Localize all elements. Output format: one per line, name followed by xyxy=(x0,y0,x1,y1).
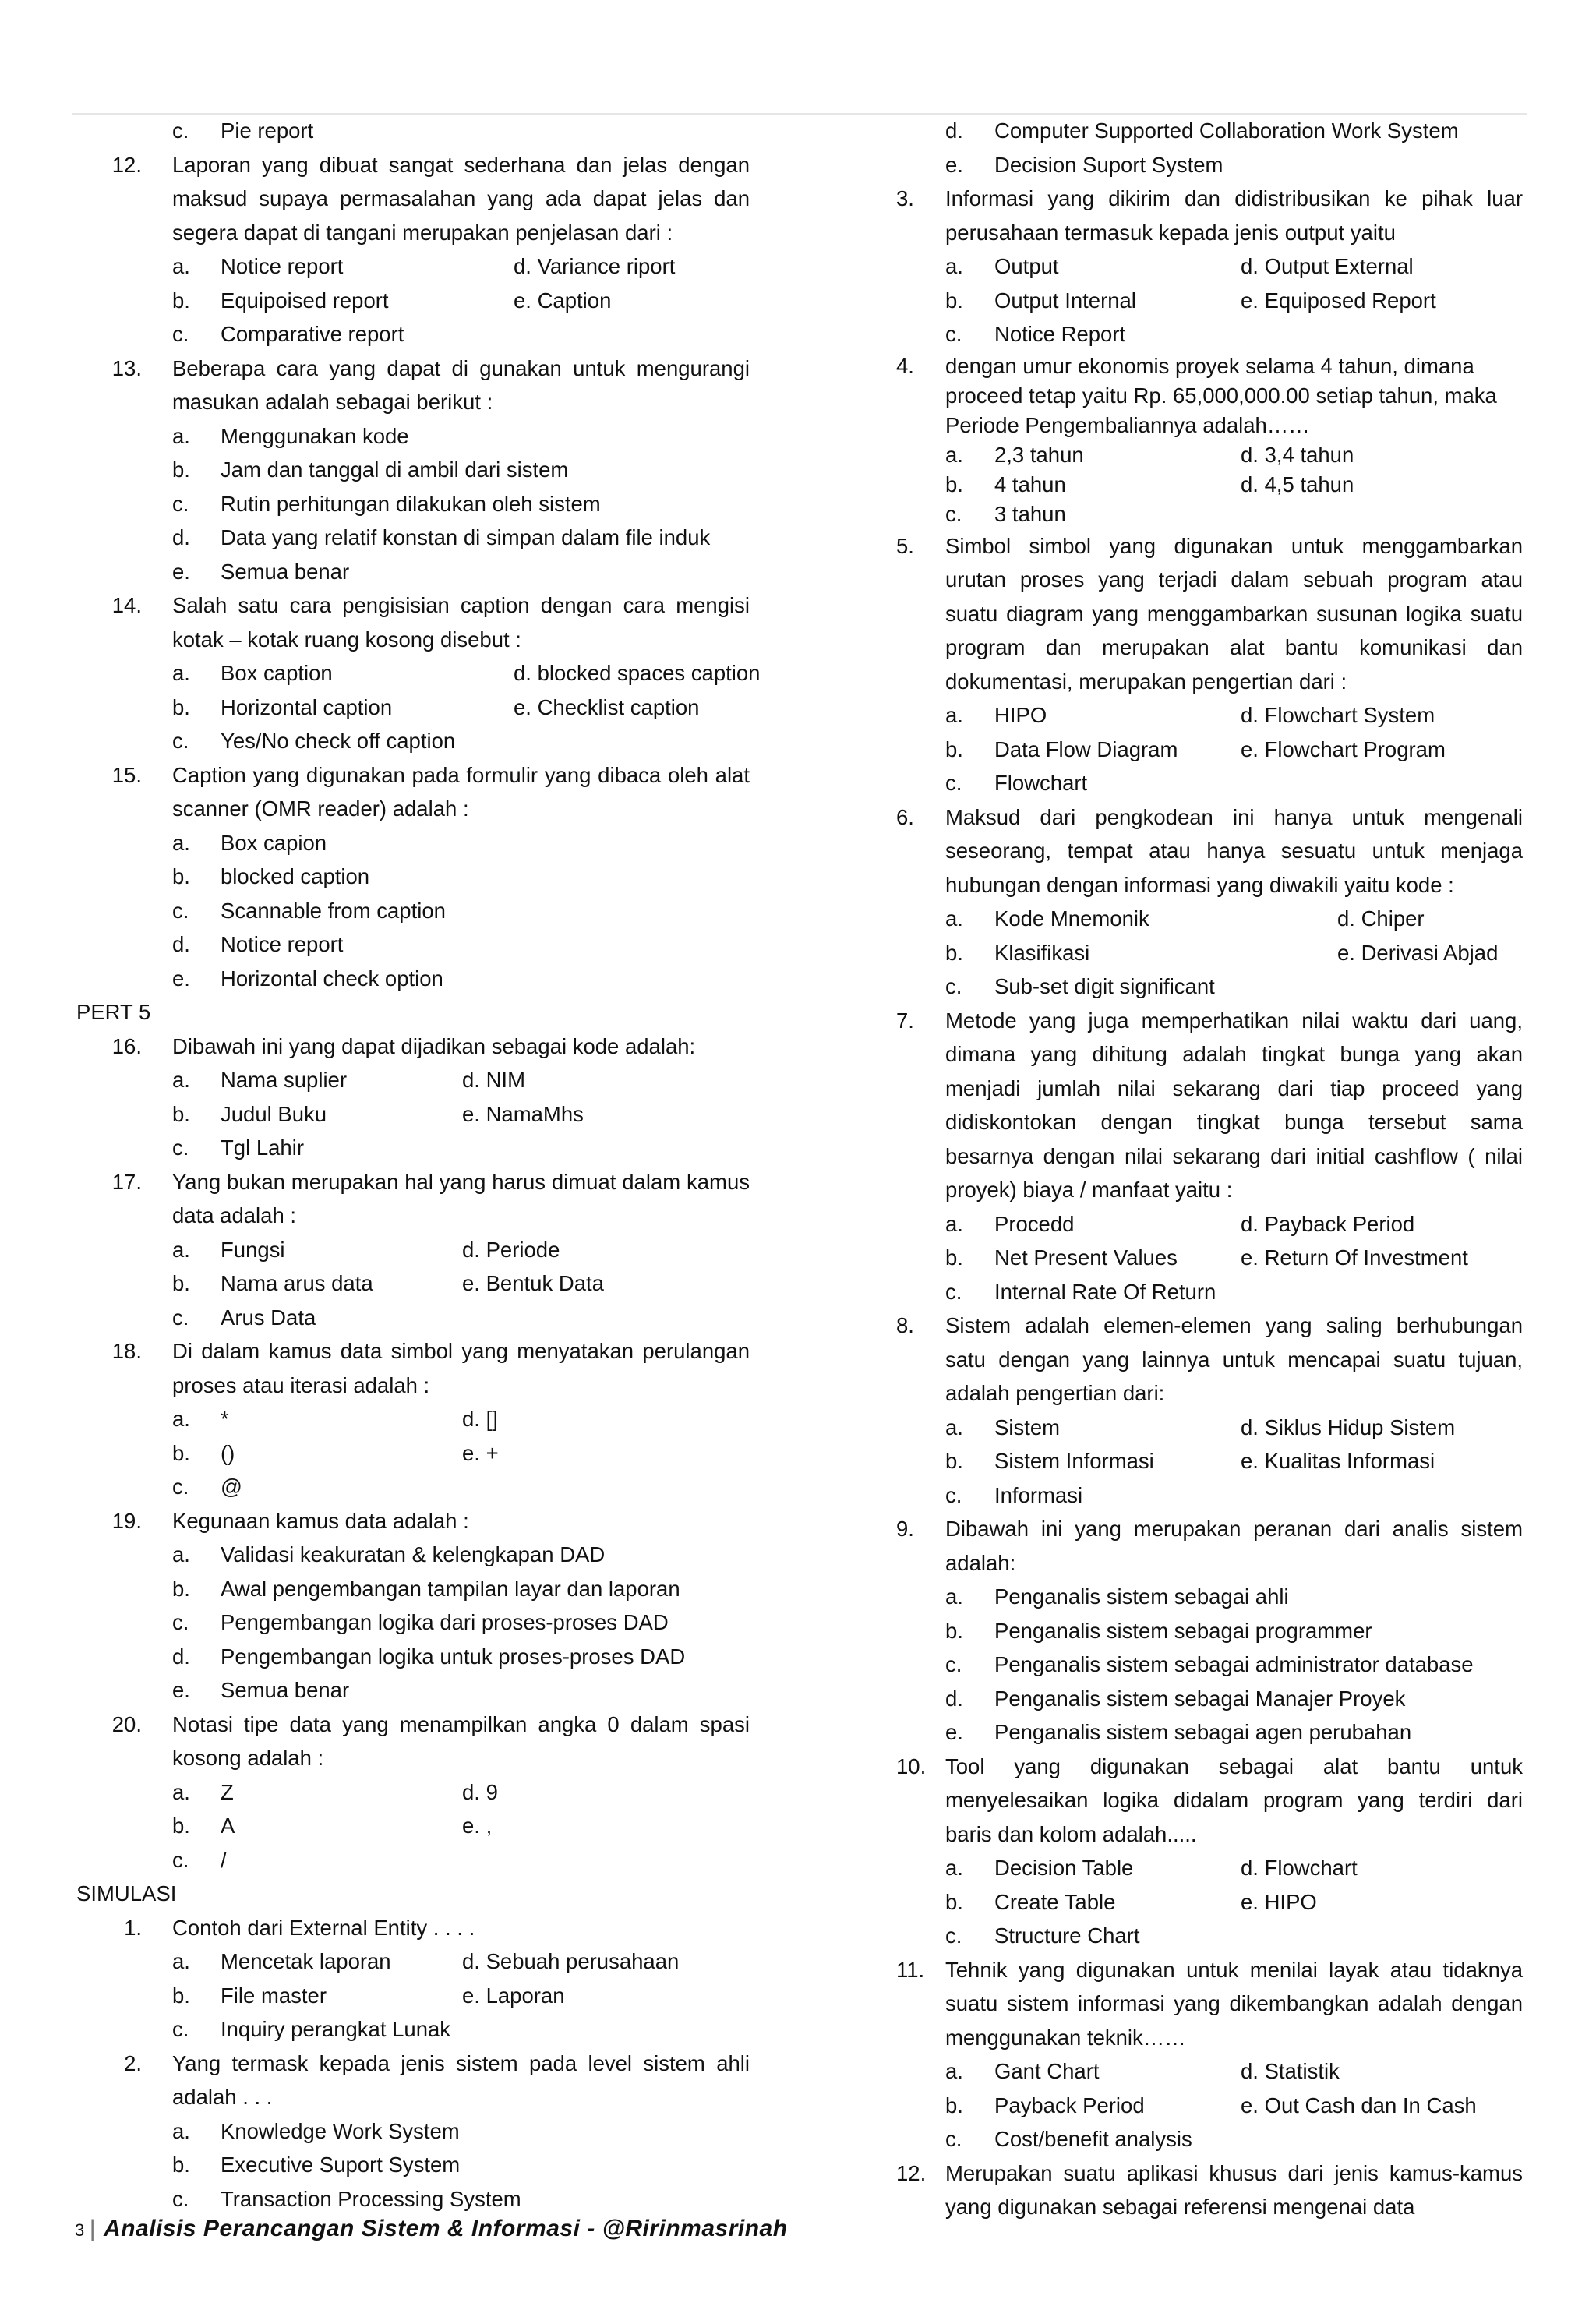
option-b: b. Jam dan tanggal di ambil dari sistem xyxy=(172,457,569,482)
option-c: c. Tgl Lahir xyxy=(172,1136,304,1160)
option-b: b. Judul Buku xyxy=(172,1101,327,1126)
option-a: a. * xyxy=(172,1407,229,1431)
option-c: c. Penganalis sistem sebagai administrator database xyxy=(945,1652,1474,1676)
question-number: 4. xyxy=(896,353,914,378)
option-a: a. 2,3 tahun xyxy=(945,442,1084,467)
question-text: Laporan yang dibuat sangat sederhana dan jelas dengan maksud supaya permasalahan yang ada dapat jelas dan segera dapat di tangani merupakan penjelasan dari : xyxy=(172,152,750,245)
question-number: 8. xyxy=(896,1313,914,1337)
question-text: Maksud dari pengkodean ini hanya untuk mengenali seseorang, tempat atau hanya sesuatu untuk menjaga hubungan dengan informasi yang diwakili yaitu kode : xyxy=(945,804,1523,897)
option-e: e. Decision Suport System xyxy=(945,152,1223,177)
option: c. Pie report xyxy=(172,118,314,143)
question-15 xyxy=(75,758,750,826)
question-7 xyxy=(865,1004,1523,1207)
question-text: Dibawah ini yang dapat dijadikan sebagai kode adalah: xyxy=(172,1033,696,1058)
question-12 xyxy=(75,148,750,250)
question-text: Dibawah ini yang merupakan peranan dari analis sistem adalah: xyxy=(945,1517,1523,1575)
question-12-right xyxy=(865,2156,1523,2224)
footer-separator: | xyxy=(89,2216,97,2241)
question-text: Informasi yang dikirim dan didistribusikan ke pihak luar perusahaan termasuk kepada jenis output yaitu xyxy=(945,186,1523,245)
question-5 xyxy=(865,529,1523,699)
option-d: d. Data yang relatif konstan di simpan dalam file induk xyxy=(172,525,711,549)
option-b: b. File master xyxy=(172,1983,327,2008)
option-e: e. Semua benar xyxy=(172,1678,350,1702)
question-number: 6. xyxy=(896,804,914,829)
question-6 xyxy=(865,800,1523,902)
page-footer xyxy=(75,2213,788,2246)
option-b: b. Net Present Values xyxy=(945,1245,1178,1270)
option-d: d. Flowchart xyxy=(1241,1856,1358,1880)
question-text: Kegunaan kamus data adalah : xyxy=(172,1508,469,1533)
question-number: 10. xyxy=(896,1754,927,1778)
option-d: d. Penganalis sistem sebagai Manajer Proyek xyxy=(945,1686,1406,1711)
question-text: Caption yang digunakan pada formulir yang dibaca oleh alat scanner (OMR reader) adalah : xyxy=(172,762,750,821)
question-text: Sistem adalah elemen-elemen yang saling berhubungan satu dengan yang lainnya untuk mencapai suatu tujuan, adalah pengertian dari: xyxy=(945,1313,1523,1405)
option-b: b. Horizontal caption xyxy=(172,694,393,719)
option-a: a. Fungsi xyxy=(172,1237,285,1262)
option-b: b. blocked caption xyxy=(172,864,370,888)
question-17 xyxy=(75,1165,750,1233)
option-c: c. Yes/No check off caption xyxy=(172,729,456,753)
option-a: a. Sistem xyxy=(945,1415,1061,1439)
question-number: 20. xyxy=(111,1711,142,1736)
option-c: c. Notice Report xyxy=(945,322,1126,346)
question-text: Salah satu cara pengisisian caption dengan cara mengisi kotak – kotak ruang kosong disebut : xyxy=(172,593,750,652)
option-e: e. Horizontal check option xyxy=(172,966,443,991)
option-c: c. Informasi xyxy=(945,1482,1083,1507)
option-e: e. Semua benar xyxy=(172,559,350,584)
question-number: 15. xyxy=(111,762,142,787)
question-10 xyxy=(865,1750,1523,1852)
option-a: a. Mencetak laporan xyxy=(172,1949,391,1973)
option-c: c. Arus Data xyxy=(172,1305,316,1330)
question-number: 18. xyxy=(111,1339,142,1363)
section-heading-simulasi: SIMULASI xyxy=(76,1881,177,1905)
option-b: b. A xyxy=(172,1814,235,1838)
option-c: c. Scannable from caption xyxy=(172,898,446,923)
option-c: c. Comparative report xyxy=(172,322,404,346)
option-b: b. 4 tahun xyxy=(945,472,1066,496)
option-d: d. Payback Period xyxy=(1241,1211,1415,1236)
option-a: a. Knowledge Work System xyxy=(172,2118,460,2143)
section-heading-pert5: PERT 5 xyxy=(76,1000,151,1024)
option-d: d. Siklus Hidup Sistem xyxy=(1241,1415,1456,1439)
question-number: 12. xyxy=(111,152,142,177)
question-number: 3. xyxy=(896,186,914,210)
question-8 xyxy=(865,1309,1523,1411)
question-9 xyxy=(865,1512,1523,1580)
footer-title: Analisis Perancangan Sistem & Informasi - @Ririnmasrinah xyxy=(104,2216,788,2241)
option-a: a. Validasi keakuratan & kelengkapan DAD xyxy=(172,1542,606,1566)
option-e: e. Out Cash dan In Cash xyxy=(1241,2093,1477,2117)
question-number: 14. xyxy=(111,593,142,617)
option-b: b. Nama arus data xyxy=(172,1271,373,1295)
option-d: d. NIM xyxy=(462,1068,525,1092)
option-a: a. Gant Chart xyxy=(945,2059,1100,2083)
option-e: e. Derivasi Abjad xyxy=(1337,940,1499,965)
question-text: Beberapa cara yang dapat di gunakan untuk mengurangi masukan adalah sebagai berikut : xyxy=(172,355,750,414)
option-e: e. Kualitas Informasi xyxy=(1241,1449,1435,1473)
option-d-alt: d. 4,5 tahun xyxy=(1241,472,1354,496)
option-d: d. Periode xyxy=(462,1237,560,1262)
question-16 xyxy=(75,1030,750,1064)
option-e: e. Return Of Investment xyxy=(1241,1245,1468,1270)
question-19 xyxy=(75,1504,750,1538)
question-number: 5. xyxy=(896,533,914,558)
option-a: a. HIPO xyxy=(945,703,1047,727)
option-d: d. Pengembangan logika untuk proses-proses DAD xyxy=(172,1644,686,1669)
option-c: c. Internal Rate Of Return xyxy=(945,1279,1216,1304)
question-number: 17. xyxy=(111,1169,142,1194)
option-c: c. 3 tahun xyxy=(945,501,1066,526)
option-b: b. () xyxy=(172,1440,235,1465)
option-b: b. Data Flow Diagram xyxy=(945,736,1178,761)
option-d: d. Chiper xyxy=(1337,906,1425,931)
question-3 xyxy=(865,182,1523,249)
question-text: Notasi tipe data yang menampilkan angka 0 dalam spasi kosong adalah : xyxy=(172,1711,750,1770)
option-d: d. Variance riport xyxy=(514,254,676,278)
option-e: e. Flowchart Program xyxy=(1241,736,1446,761)
simulation-question-1 xyxy=(75,1911,750,1945)
page-number: 3 xyxy=(75,2220,85,2240)
option-c: c. Inquiry perangkat Lunak xyxy=(172,2017,451,2041)
option-e: e. + xyxy=(462,1440,499,1465)
question-text: Yang bukan merupakan hal yang harus dimuat dalam kamus data adalah : xyxy=(172,1169,750,1227)
option-c: c. Cost/benefit analysis xyxy=(945,2127,1192,2151)
option-a: a. Box caption xyxy=(172,661,333,685)
question-text: Yang termask kepada jenis sistem pada level sistem ahli adalah . . . xyxy=(172,2050,750,2109)
question-number: 16. xyxy=(111,1033,142,1058)
option-d: d. 9 xyxy=(462,1779,498,1804)
question-18 xyxy=(75,1334,750,1402)
question-20 xyxy=(75,1708,750,1775)
option-e: e. NamaMhs xyxy=(462,1101,584,1126)
option-d: d. Flowchart System xyxy=(1241,703,1435,727)
option-a: a. Notice report xyxy=(172,254,344,278)
option-c: c. / xyxy=(172,1847,227,1872)
option-d: d. 3,4 tahun xyxy=(1241,442,1354,467)
option-b: b. Sistem Informasi xyxy=(945,1449,1154,1473)
option-c: c. Structure Chart xyxy=(945,1923,1140,1948)
option-a: a. Nama suplier xyxy=(172,1068,348,1092)
option-c: c. Flowchart xyxy=(945,771,1088,795)
option-e: e. Bentuk Data xyxy=(462,1271,604,1295)
question-14 xyxy=(75,588,750,656)
option-c: c. Pengembangan logika dari proses-proses DAD xyxy=(172,1610,669,1634)
option-d: d. Sebuah perusahaan xyxy=(462,1949,680,1973)
option-d: d. [] xyxy=(462,1407,498,1431)
option-e: e. , xyxy=(462,1814,493,1838)
option-c: c. Rutin perhitungan dilakukan oleh sistem xyxy=(172,491,601,516)
option-a: a. Decision Table xyxy=(945,1856,1134,1880)
option-a: a. Z xyxy=(172,1779,234,1804)
option-a: a. Output xyxy=(945,254,1059,278)
option-c: c. Transaction Processing System xyxy=(172,2186,521,2211)
option-b: b. Klasifikasi xyxy=(945,940,1090,965)
option-e: e. HIPO xyxy=(1241,1889,1317,1914)
question-number: 2. xyxy=(124,2050,142,2075)
option-c: c. @ xyxy=(172,1475,242,1499)
simulation-question-2 xyxy=(75,2047,750,2114)
option-b: b. Executive Suport System xyxy=(172,2153,461,2177)
question-text: Metode yang juga memperhatikan nilai waktu dari uang, dimana yang dihitung adalah tingkat bunga yang akan menjadi jumlah nilai sekarang dari tiap proceed yang didiskontokan dengan tingkat bunga tersebut sama besarnya dengan nilai sekarang dari initial cashflow ( nilai proyek) biaya / manfaat yaitu : xyxy=(945,1008,1523,1202)
question-text: Merupakan suatu aplikasi khusus dari jenis kamus-kamus yang digunakan sebagai referensi mengenai data xyxy=(945,2160,1523,2219)
question-text: Tool yang digunakan sebagai alat bantu untuk menyelesaikan logika didalam program yang terdiri dari baris dan kolom adalah..... xyxy=(945,1754,1523,1846)
option-a: a. Box capion xyxy=(172,830,327,855)
option-b: b. Payback Period xyxy=(945,2093,1145,2117)
option-b: b. Equipoised report xyxy=(172,288,389,313)
option-e: e. Caption xyxy=(514,288,612,313)
question-text: Simbol simbol yang digunakan untuk menggambarkan urutan proses yang terjadi dalam sebuah program atau suatu diagram yang menggambarkan susunan logika suatu program dan merupakan alat bantu komunikasi dan dokumentasi, merupakan pengertian dari : xyxy=(945,533,1523,694)
option-a: a. Menggunakan kode xyxy=(172,423,409,448)
option-b: b. Output Internal xyxy=(945,288,1136,313)
question-number: 19. xyxy=(111,1508,142,1533)
question-number: 11. xyxy=(896,1957,925,1982)
option-d: d. Statistik xyxy=(1241,2059,1340,2083)
option-b: b. Penganalis sistem sebagai programmer xyxy=(945,1618,1372,1643)
option-d: d. blocked spaces caption xyxy=(514,661,761,685)
option-e: e. Equiposed Report xyxy=(1241,288,1436,313)
question-number: 7. xyxy=(896,1008,914,1033)
question-4 xyxy=(865,351,1523,440)
question-text: Tehnik yang digunakan untuk menilai layak atau tidaknya suatu sistem informasi yang dikembangkan adalah dengan menggunakan teknik…… xyxy=(945,1957,1523,2050)
option-a: a. Kode Mnemonik xyxy=(945,906,1149,931)
option-d: d. Output External xyxy=(1241,254,1414,278)
option-c: c. Sub-set digit significant xyxy=(945,974,1215,998)
question-11 xyxy=(865,1953,1523,2055)
option-a: a. Penganalis sistem sebagai ahli xyxy=(945,1584,1289,1609)
question-number: 12. xyxy=(896,2160,927,2185)
option-d: d. Notice report xyxy=(172,932,344,956)
right-column xyxy=(865,114,1523,2224)
option-b: b. Create Table xyxy=(945,1889,1116,1914)
option-a: a. Procedd xyxy=(945,1211,1075,1236)
question-number: 13. xyxy=(111,355,142,380)
question-13 xyxy=(75,351,750,419)
option-e: e. Checklist caption xyxy=(514,694,700,719)
question-text: Di dalam kamus data simbol yang menyatakan perulangan proses atau iterasi adalah : xyxy=(172,1339,750,1397)
option-e: e. Laporan xyxy=(462,1983,565,2008)
option-b: b. Awal pengembangan tampilan layar dan laporan xyxy=(172,1576,680,1601)
question-text: dengan umur ekonomis proyek selama 4 tahun, dimana proceed tetap yaitu Rp. 65,000,000.00 setiap tahun, maka Periode Pengembaliannya adalah…… xyxy=(945,353,1497,437)
option-e: e. Penganalis sistem sebagai agen perubahan xyxy=(945,1720,1412,1744)
option-d: d. Computer Supported Collaboration Work System xyxy=(945,118,1459,143)
left-column xyxy=(75,114,761,2216)
question-number: 9. xyxy=(896,1517,914,1541)
question-text: Contoh dari External Entity . . . . xyxy=(172,1915,475,1940)
question-number: 1. xyxy=(124,1915,142,1940)
